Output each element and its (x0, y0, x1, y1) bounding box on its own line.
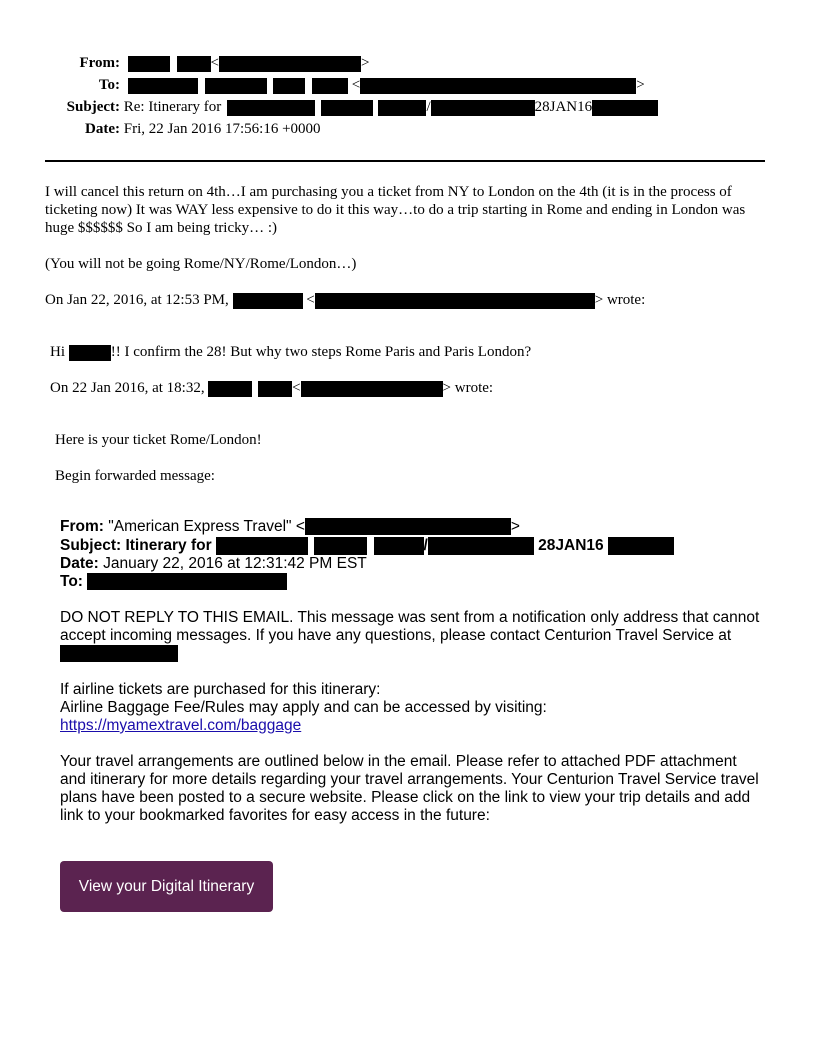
angle-close: > (636, 77, 645, 93)
slash: / (426, 99, 431, 115)
redacted-block (128, 56, 170, 72)
redacted-block (314, 537, 367, 555)
angle-open: < (351, 77, 361, 93)
fwd-date-label: Date: (60, 555, 99, 572)
redacted-block (177, 56, 211, 72)
redacted-block (374, 537, 424, 555)
fwd-subject-label: Subject: (60, 537, 122, 555)
redacted-block (273, 78, 305, 94)
date-label: Date: (85, 121, 120, 137)
redacted-block (60, 645, 178, 662)
fwd-to-label: To: (60, 573, 83, 590)
greeting-prefix: Hi (50, 344, 65, 360)
header-date-row (45, 120, 321, 138)
to-label: To: (98, 77, 120, 93)
fwd-notice (60, 609, 765, 663)
header-from-row (45, 54, 369, 72)
redacted-block (592, 100, 658, 116)
quote1-greeting (50, 343, 531, 361)
redacted-block (233, 293, 303, 309)
angle-open: < (306, 292, 315, 308)
redacted-block (301, 381, 443, 397)
reply-paragraph-1: I will cancel this return on 4th…I am purchasing you a ticket from NY to London on the 4th (it is in the process of ticketing now) It was WAY less expensive to do it this way…to do a trip starting in Rome and ending in London was huge $$$$$$ So I am being tricky… :) (45, 184, 746, 236)
from-label: From: (79, 55, 120, 71)
angle-close: > (442, 380, 452, 396)
angle-open: < (292, 380, 301, 396)
quote1-intro (50, 379, 493, 397)
redacted-block (312, 78, 348, 94)
fwd-date-row (60, 555, 367, 573)
baggage-link[interactable]: https://myamextravel.com/baggage (60, 717, 302, 734)
reply-paragraph-2: (You will not be going Rome/NY/Rome/London…) (45, 256, 357, 272)
fwd-subject-value: Itinerary for (125, 537, 212, 555)
greeting-suffix: !! I confirm the 28! But why two steps Rome Paris and Paris London? (110, 344, 532, 360)
redacted-block (258, 381, 292, 397)
reply-quote-intro (45, 291, 645, 309)
subject-fragment: 28JAN16 (534, 99, 593, 115)
angle-close: > (360, 55, 370, 71)
quote-intro-prefix: On Jan 22, 2016, at 12:53 PM, (45, 292, 229, 308)
fwd-from-row (60, 518, 520, 536)
quote2-line1: Here is your ticket Rome/London! (55, 432, 262, 448)
redacted-block (69, 345, 111, 361)
quote2-line2: Begin forwarded message: (55, 468, 215, 484)
angle-open: < (210, 55, 219, 71)
redacted-block (128, 78, 198, 94)
subject-text: Re: Itinerary for (123, 99, 222, 115)
fwd-from-value: "American Express Travel" < (108, 518, 305, 535)
fwd-to-row (60, 573, 287, 591)
redacted-block (608, 537, 674, 555)
angle-close: > (594, 292, 604, 308)
redacted-block (227, 100, 315, 116)
redacted-block (216, 537, 308, 555)
header-separator (45, 160, 765, 162)
header-subject-row (45, 98, 658, 116)
fwd-subject-fragment: 28JAN16 (538, 537, 604, 555)
angle-close: > (510, 518, 520, 535)
fwd-airline-line1: If airline tickets are purchased for this itinerary: (60, 681, 381, 698)
redacted-block (321, 100, 373, 116)
date-value: Fri, 22 Jan 2016 17:56:16 +0000 (123, 121, 321, 137)
quote1-intro-suffix: wrote: (454, 380, 494, 396)
redacted-block (305, 518, 511, 535)
header-to-row (45, 76, 645, 94)
fwd-date-value: January 22, 2016 at 12:31:42 PM EST (103, 555, 367, 572)
fwd-arrangements: Your travel arrangements are outlined below in the email. Please refer to attached PDF attachment and itinerary for more details regarding your travel arrangements. Your Centurion Travel Service travel plans have been posted to a secure website. Please click on the link to view your trip details and add link to your bookmarked favorites for easy access in the future: (60, 753, 759, 824)
slash: / (423, 537, 428, 555)
quote1-intro-prefix: On 22 Jan 2016, at 18:32, (50, 380, 205, 396)
fwd-airline-line2: Airline Baggage Fee/Rules may apply and can be accessed by visiting: (60, 699, 547, 716)
redacted-block (431, 100, 535, 116)
fwd-subject-row (60, 537, 674, 555)
redacted-block (208, 381, 252, 397)
redacted-block (360, 78, 636, 94)
redacted-block (378, 100, 426, 116)
redacted-block (428, 537, 534, 555)
fwd-from-label: From: (60, 518, 104, 535)
notice-text: DO NOT REPLY TO THIS EMAIL. This message was sent from a notification only address that cannot accept incoming messages. If you have any questions, please contact Centurion Travel Service at (60, 609, 760, 644)
redacted-block (205, 78, 267, 94)
redacted-block (87, 573, 287, 590)
redacted-block (315, 293, 595, 309)
quote-intro-suffix: wrote: (606, 292, 646, 308)
view-digital-itinerary-button[interactable]: View your Digital Itinerary (60, 861, 273, 912)
redacted-block (219, 56, 361, 72)
subject-label: Subject: (66, 99, 120, 115)
